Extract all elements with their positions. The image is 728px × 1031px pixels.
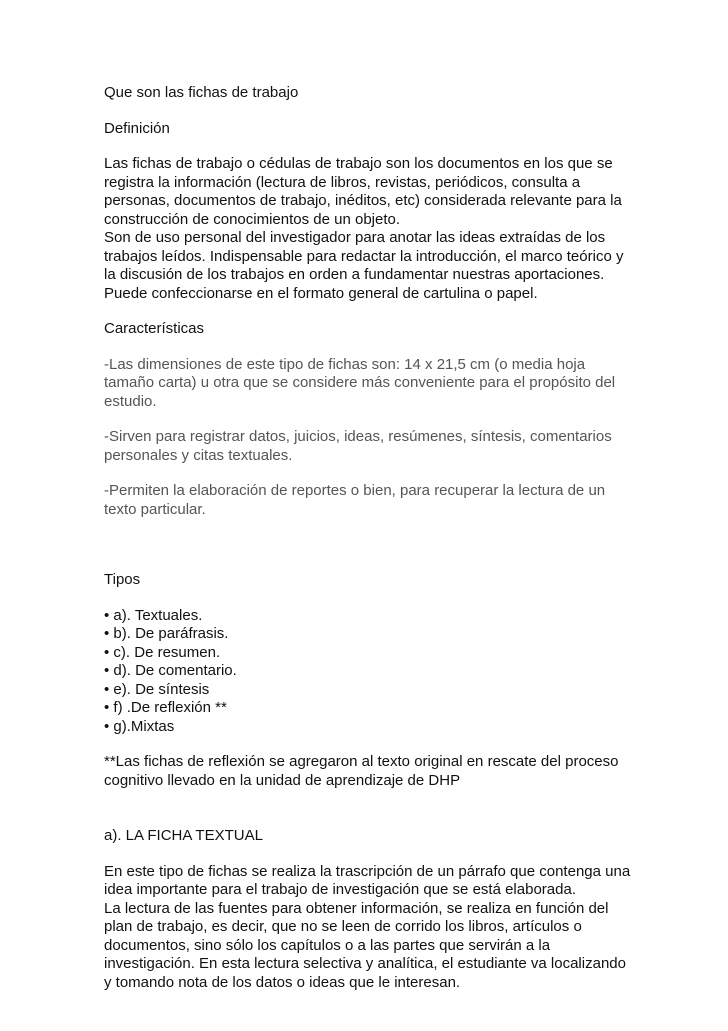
text-line: plan de trabajo, es decir, que no se leen de corrido los libros, artículos o <box>104 918 582 935</box>
list-item: • c). De resumen. <box>104 643 221 661</box>
ficha-textual-heading: a). LA FICHA TEXTUAL <box>104 827 263 844</box>
caracteristicas-heading: Características <box>104 320 205 337</box>
text-line: la discusión de los trabajos en orden a fundamentar nuestras aportaciones. <box>104 266 605 283</box>
text-line: documentos, sino sólo los capítulos o a las partes que servirán a la <box>104 936 551 954</box>
definicion-paragraph <box>104 155 704 303</box>
list-item: • a). Textuales. <box>104 606 203 624</box>
text-line: -Permiten la elaboración de reportes o bien, para recuperar la lectura de un <box>104 482 606 499</box>
text-line: **Las fichas de reflexión se agregaron al texto original en rescate del proceso <box>104 753 619 770</box>
caracteristica-item <box>104 482 704 519</box>
text-line: tamaño carta) u otra que se considere más conveniente para el propósito del <box>104 374 616 391</box>
list-item: • e). De síntesis <box>104 680 210 698</box>
tipos-list <box>104 607 704 737</box>
text-line: Puede confeccionarse en el formato general de cartulina o papel. <box>104 284 538 302</box>
text-line: investigación. En esta lectura selectiva y analítica, el estudiante va localizando <box>104 955 626 972</box>
list-item: • g).Mixtas <box>104 717 175 735</box>
caracteristica-item <box>104 428 704 465</box>
ficha-textual-paragraph <box>104 863 704 993</box>
text-line: estudio. <box>104 392 157 410</box>
text-line: personas, documentos de trabajo, inéditos, etc) considerada relevante para la <box>104 192 622 209</box>
text-line: En este tipo de fichas se realiza la trascripción de un párrafo que contenga una <box>104 862 631 880</box>
text-line: texto particular. <box>104 500 206 518</box>
text-line: y tomando nota de los datos o ideas que le interesan. <box>104 973 461 991</box>
text-line: -Las dimensiones de este tipo de fichas son: 14 x 21,5 cm (o media hoja <box>104 355 586 373</box>
text-line: registra la información (lectura de libros, revistas, periódicos, consulta a <box>104 173 581 191</box>
document-title: Que son las fichas de trabajo <box>104 84 299 101</box>
text-line: -Sirven para registrar datos, juicios, ideas, resúmenes, síntesis, comentarios <box>104 428 612 445</box>
definicion-heading: Definición <box>104 119 170 137</box>
caracteristica-item <box>104 356 704 412</box>
list-item: • f) .De reflexión ** <box>104 699 227 716</box>
text-line: La lectura de las fuentes para obtener información, se realiza en función del <box>104 899 609 917</box>
tipos-note <box>104 753 704 790</box>
list-item: • b). De paráfrasis. <box>104 625 229 642</box>
text-line: Son de uso personal del investigador para anotar las ideas extraídas de los <box>104 229 606 246</box>
list-item: • d). De comentario. <box>104 662 237 679</box>
text-line: idea importante para el trabajo de investigación que se está elaborada. <box>104 881 576 898</box>
document-page <box>104 84 704 992</box>
tipos-heading: Tipos <box>104 571 141 588</box>
text-line: Las fichas de trabajo o cédulas de trabajo son los documentos en los que se <box>104 155 613 172</box>
text-line: construcción de conocimientos de un objeto. <box>104 210 401 228</box>
text-line: trabajos leídos. Indispensable para redactar la introducción, el marco teórico y <box>104 247 624 265</box>
text-line: personales y citas textuales. <box>104 446 293 464</box>
text-line: cognitivo llevado en la unidad de aprendizaje de DHP <box>104 771 461 789</box>
